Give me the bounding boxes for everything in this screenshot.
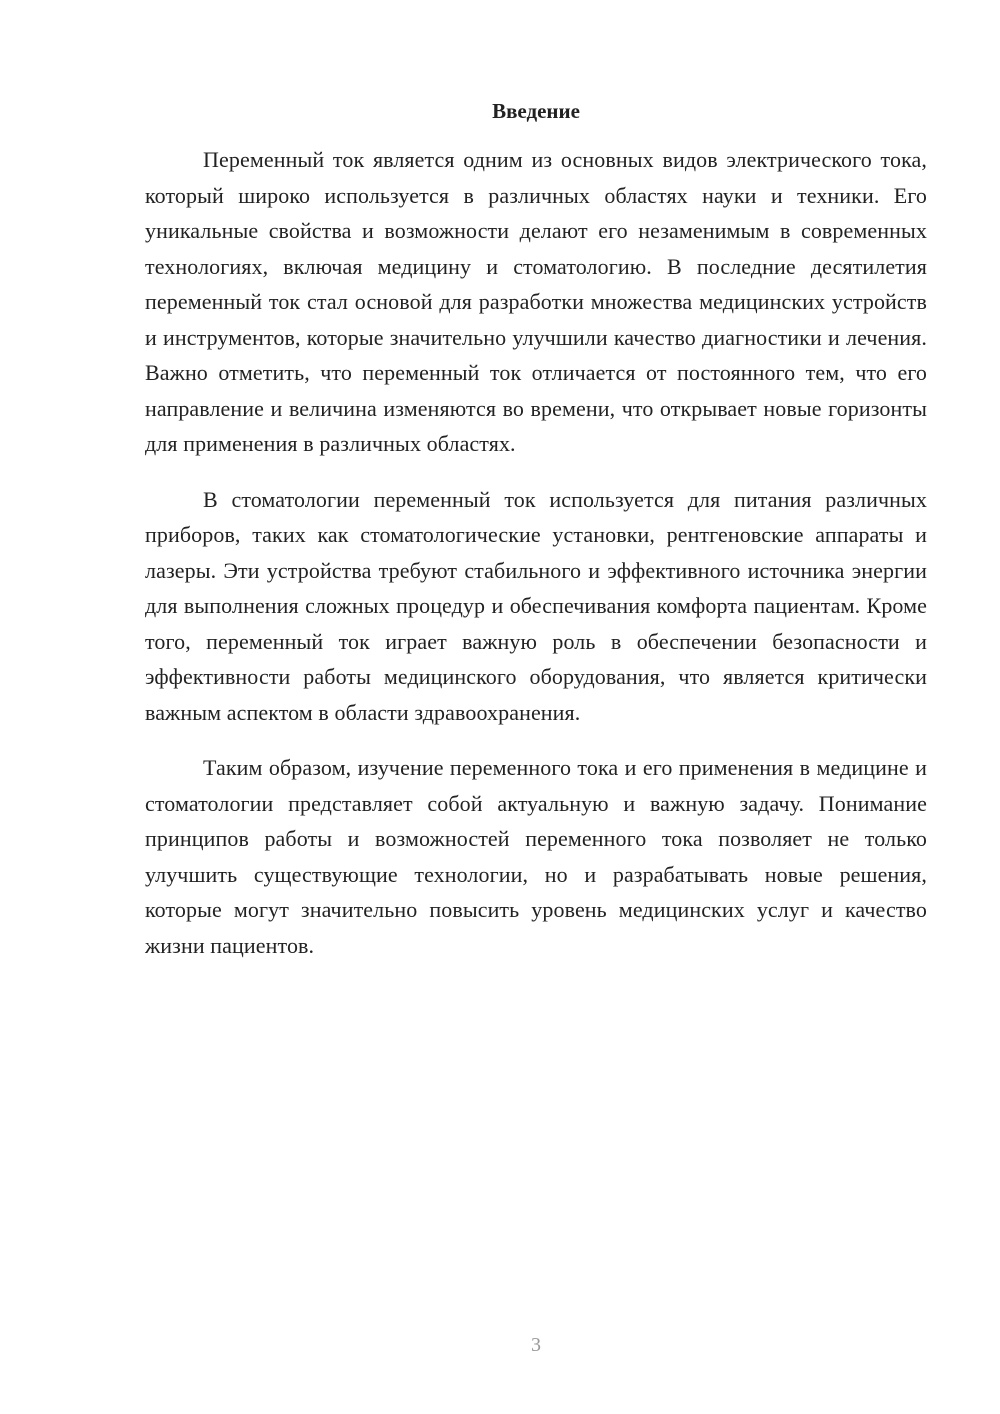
paragraph-3: Таким образом, изучение переменного тока и его применения в медицине и стоматологии представляет собой актуальную и важную задачу. Понимание принципов работы и возможностей переменного тока позволяет не только улучшить существующие технологии, но и разрабатывать новые решения, которые могут значительно повысить уровень медицинских услуг и качество жизни пациентов. <box>145 755 927 958</box>
paragraph-2: В стоматологии переменный ток используется для питания различных приборов, таких как стоматологические установки, рентгеновские аппараты и лазеры. Эти устройства требуют стабильного и эффективного источника энергии для выполнения сложных процедур и обеспечивания комфорта пациентам. Кроме того, переменный ток играет важную роль в обеспечении безопасности и эффективности работы медицинского оборудования, что является критически важным аспектом в области здравоохранения. <box>145 486 927 725</box>
page-number: 3 <box>531 1334 541 1356</box>
section-title: Введение <box>492 99 580 123</box>
body-text <box>145 142 927 983</box>
paragraph-1: Переменный ток является одним из основных видов электрического тока, который широко используется в различных областях науки и техники. Его уникальные свойства и возможности делают его незаменимым в современных технологиях, включая медицину и стоматологию. В последние десятилетия переменный ток стал основой для разработки множества медицинских устройств и инструментов, которые значительно улучшили качество диагностики и лечения. Важно отметить, что переменный ток отличается от постоянного тем, что его направление и величина изменяются во времени, что открывает новые горизонты для применения в различных областях. <box>145 147 927 456</box>
